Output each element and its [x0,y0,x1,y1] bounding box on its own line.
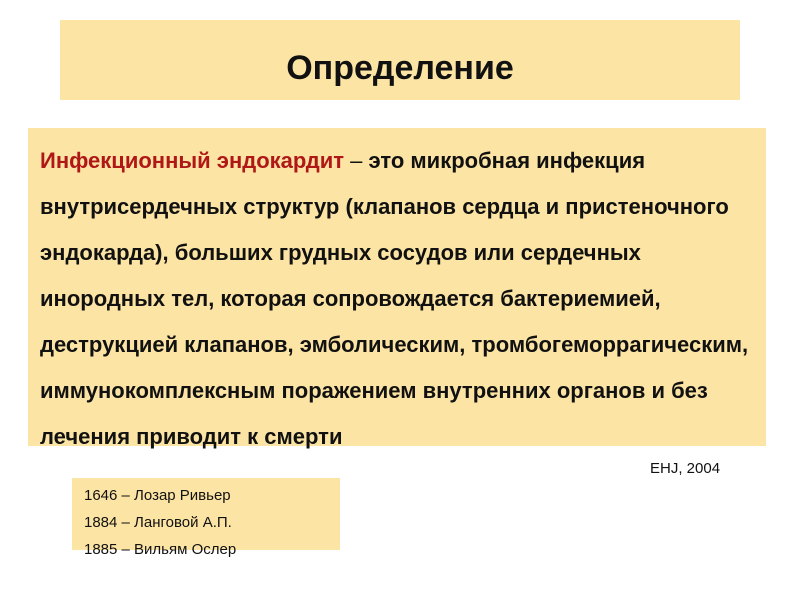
history-list [84,482,236,563]
slide-title: Определение [286,49,514,87]
definition-dash: – [344,148,369,173]
history-item: 1885 – Вильям Ослер [84,541,237,558]
source-citation: EHJ, 2004 [650,460,721,477]
definition-body: это микробная инфекция внутрисердечных структур (клапанов сердца и пристеночного эндокарда), больших грудных сосудов или сердечных инородных тел, которая сопровождается бактериемией, деструкцией клапанов, эмболическим, тромбогеморрагическим, иммунокомплексным поражением внутренних органов и без лечения приводит к смерти [40,148,749,449]
definition-paragraph [40,138,770,460]
definition-term: Инфекционный эндокардит [40,148,345,173]
history-item: 1646 – Лозар Ривьер [84,487,231,504]
history-item: 1884 – Ланговой А.П. [84,514,232,531]
